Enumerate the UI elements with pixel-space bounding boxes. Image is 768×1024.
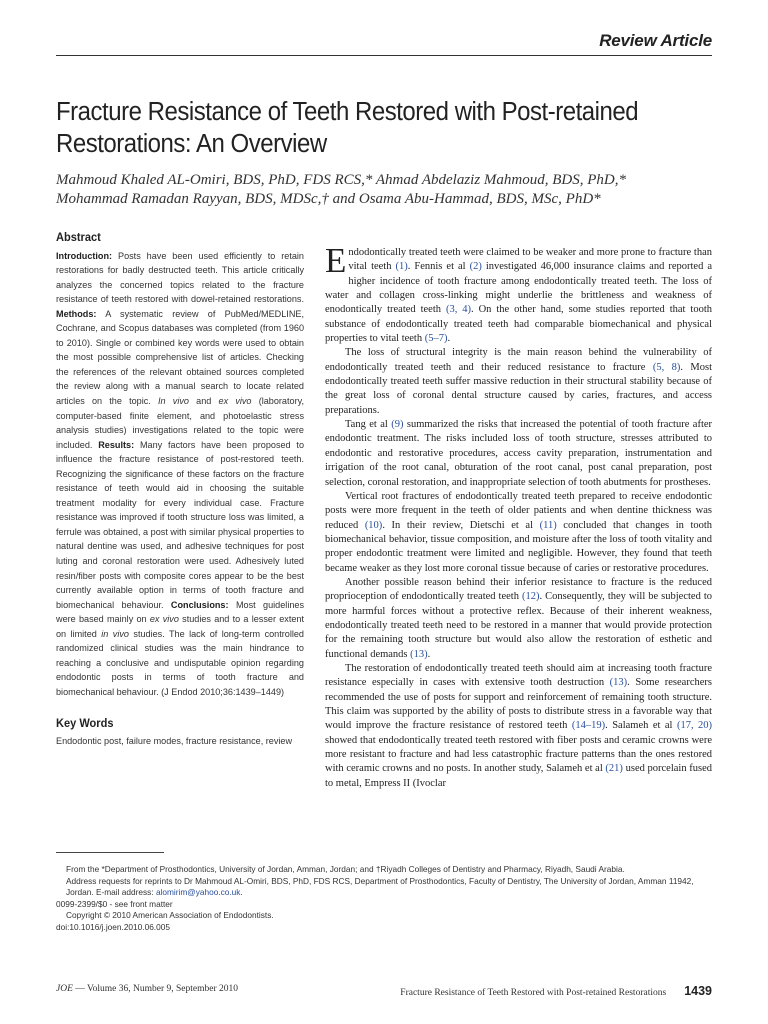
body-column — [325, 241, 713, 791]
body-paragraph — [325, 418, 712, 490]
drop-cap: E — [325, 241, 347, 280]
reference-link[interactable]: (9) — [391, 419, 404, 431]
body-text: showed that endodontically treated teeth restored with fiber posts and ceramic crowns were more resistant to fracture and had less catastrophic fracture patterns than the ones restored with ceramic crowns and no posts. In another study, Salameh et al — [325, 734, 712, 775]
abstract-intro: Posts have been used efficiently to retain restorations for badly destructed teeth. This article critically analyzes the concerned topics related to the fracture resistance of teeth restored with dowel-retained restorations. — [56, 250, 304, 305]
reference-link[interactable]: (5–7) — [424, 333, 448, 345]
email-link[interactable]: alomirim@yahoo.co.uk — [155, 887, 241, 898]
body-text: Vertical root fractures of endodontically treated teeth prepared to receive endodontic posts were more frequent in the teeth of older patients and when dentine thickness was reduced — [325, 490, 712, 531]
body-text: . Some researchers recommended the use of posts for support and reinforcement of remaining tooth structure. This claim was supported by the ability of posts to distribute stress in a favorable way that would improve the fracture resistance of restored teeth — [325, 677, 712, 732]
author-4: and Osama Abu-Hammad, BDS, MSc, PhD* — [332, 191, 601, 207]
abstract-in-vivo: In vivo — [158, 396, 189, 407]
body-paragraph — [325, 576, 712, 662]
body-text: . On the other hand, some studies reported that tooth substance of endodontically treated teeth had comparable biomechanical and physical properties to vital teeth — [325, 304, 713, 345]
abstract-column — [56, 230, 304, 749]
reference-link[interactable]: (12) — [521, 591, 540, 603]
abstract-methods-2: (laboratory, computer-based finite element, and photoelastic stress analysis studies) investigations related to the topic were included. — [56, 396, 305, 450]
body-text: The loss of structural integrity is the main reason behind the vulnerability of endodontically treated teeth and their reduced resistance to fracture — [325, 347, 712, 373]
body-text: concluded that changes in tooth biomechanical behavior, tissue composition, and moisture after the loss of tooth vitality and proper endodontic treatment were limited and negligible. However, they found that teeth became weaker as they lost more coronal tissue because of caries or restorative procedures. — [325, 519, 713, 574]
abstract-conclusions-3: studies. The lack of long-term controlled randomized clinical studies was the main hindrance to reaching a conclusive and undisputable opinion regarding endodontic posts in terms of tooth fracture and biomechanical behaviour. — [56, 628, 304, 697]
body-text: . Salameh et al — [605, 720, 673, 732]
reference-link[interactable]: (14–19) — [571, 720, 606, 732]
footnotes — [56, 864, 716, 934]
author-1: Mahmoud Khaled AL-Omiri, BDS, PhD, FDS RCS,* — [56, 172, 373, 188]
abstract-conclusions-in-vivo: in vivo — [101, 628, 129, 639]
body-text: Another possible reason behind their inferior resistance to fracture is the reduced proprioception of endodontically treated teeth — [325, 576, 712, 603]
body-text: summarized the risks that increased the potential of tooth fracture after endodontic treatment. The risks included loss of tooth structure, stresses attributed to endodontic and restorative procedures, access cavity preparation, instrumentation and irrigation of the root canal, obturation of the root canal, post canal preparation, post selection, coronal restoration, and inappropriate selection of tooth abutments for prostheses. — [325, 419, 713, 488]
copyright-note: Copyright © 2010 American Association of Endodontists. — [66, 910, 274, 921]
abstract-conclusions-ex-vivo: ex vivo — [149, 614, 179, 625]
reference-link[interactable]: (10) — [364, 519, 383, 531]
abstract-heading: Abstract — [56, 230, 101, 244]
abstract-conclusions-1: Most guidelines were based mainly on — [56, 599, 305, 625]
body-text: . — [427, 648, 431, 660]
reference-link[interactable]: (21) — [605, 763, 623, 775]
reference-link[interactable]: (13) — [410, 648, 428, 660]
reference-link[interactable]: (17, 20) — [676, 720, 713, 732]
affiliations-note: From the *Department of Prosthodontics, University of Jordan, Amman, Jordan; and †Riyadh Colleges of Dentistry and Pharmacy, Riyadh, Saudi Arabia. — [66, 864, 625, 874]
page-footer — [56, 984, 712, 998]
abstract-methods-label: Methods: — [56, 308, 97, 319]
body-text: used porcelain fused to metal, Empress II (Ivoclar — [325, 763, 713, 789]
body-text: Tang et al — [345, 419, 388, 431]
abstract-results: Many factors have been proposed to influence the fracture resistance of post-restored teeth. Recognizing the significance of these factors on the fracture resistance of teeth would aid in choosing the suitable treatment modality for every individual case. Fracture resistance was improved if tooth structure loss was limited, a ferrule was obtained, a post with similar physical properties to natural dentine was used, and adhesive techniques for post luting and coronal restoration were used. Adhesively luted resin/fiber posts with composite cores appear to be the best currently available option in terms of tooth fracture and biomechanical behaviour. — [56, 439, 305, 610]
reference-link[interactable]: (3, 4) — [445, 304, 472, 316]
reference-link[interactable]: (13) — [609, 677, 628, 689]
abstract-conclusions-2: studies and to a lesser extent on limited — [56, 614, 305, 639]
running-title: Fracture Resistance of Teeth Restored with Post-retained Restorations — [400, 988, 667, 998]
abstract-conclusions-label: Conclusions: — [170, 599, 229, 610]
keywords-text: Endodontic post, failure modes, fracture resistance, review — [56, 736, 293, 747]
abstract-intro-label: Introduction: — [56, 250, 113, 261]
body-text: . Most endodontically treated teeth suffer massive reduction in their structural stability because of the great loss of coronal dental structure caused by caries, fractures, and access preparations. — [325, 361, 712, 416]
journal-name: JOE — [56, 984, 73, 994]
abstract-results-label: Results: — [98, 439, 135, 450]
keywords-heading: Key Words — [56, 715, 114, 730]
issue-info: — Volume 36, Number 9, September 2010 — [72, 984, 238, 994]
body-text: . Fennis et al — [407, 261, 466, 273]
author-2: Ahmad Abdelaziz Mahmoud, BDS, PhD,* — [375, 172, 626, 188]
correspondence-address: Address requests for reprints to Dr Mahmoud AL-Omiri, BDS, PhD, FDS RCS, Department of Prosthodontics, Faculty of Dentistry, The University of Jordan, Amman 11942, Jordan. E-mail address: — [66, 875, 694, 898]
reference-link[interactable]: (2) — [469, 261, 482, 273]
issn-note: 0099-2399/$0 - see front matter — [56, 898, 173, 909]
body-paragraph — [325, 490, 712, 576]
journal-issue — [56, 984, 238, 994]
abstract-and: and — [196, 396, 212, 407]
article-title: Fracture Resistance of Teeth Restored with Post-retained Restorations: An Overview — [56, 98, 639, 158]
page-number: 1439 — [684, 984, 712, 998]
reference-link[interactable]: (1) — [395, 261, 408, 273]
reference-link[interactable]: (5, 8) — [652, 361, 681, 373]
body-text: . In their review, Dietschi et al — [382, 519, 534, 531]
body-paragraph — [325, 346, 712, 418]
body-paragraph — [325, 241, 713, 346]
body-text: ndodontically treated teeth were claimed to be weaker and more prone to fracture than vital teeth — [348, 247, 712, 273]
doi-note[interactable]: doi:10.1016/j.joen.2010.06.005 — [56, 921, 170, 932]
footnote-rule — [56, 852, 164, 853]
body-paragraph — [325, 662, 712, 791]
abstract-citation: (J Endod 2010;36:1439–1449) — [161, 686, 285, 697]
body-text: . — [447, 333, 451, 345]
footer-right — [400, 982, 712, 1000]
body-text: . Consequently, they will be subjected to more harmful forces without a protective reflex. Because of their inherent weakness, endodontically treated teeth need to be restored in a manner that would provide protection for the remaining tooth structure but would also allow the restoration of esthetic and functional demands — [325, 591, 712, 660]
abstract-text — [56, 249, 304, 700]
correspondence-end: . — [240, 887, 243, 898]
body-text: The restoration of endodontically treated teeth should aim at increasing tooth fracture resistance especially in cases with extensive tooth destruction — [325, 662, 712, 689]
correspondence-note — [56, 876, 716, 899]
abstract-ex-vivo: ex vivo — [218, 396, 252, 407]
body-text: investigated 46,000 insurance claims and reported a higher incidence of tooth fracture among endodontically treated teeth. The loss of water and collagen cross-linking might underlie the brittleness and weakness of enodontically treated teeth — [325, 261, 712, 316]
abstract-methods-1: A systematic review of PubMed/MEDLINE, Cochrane, and Scopus databases was completed (from 1960 to 2010). Single or combined key words were used to obtain the most possible comprehensive list of articles. Checking the references of the relevant obtained sources completed the review along with a manual search to locate related articles on the topic. — [56, 308, 304, 407]
reference-link[interactable]: (11) — [539, 519, 557, 531]
author-3: Mohammad Ramadan Rayyan, BDS, MDSc,† — [56, 191, 329, 207]
article-type-label: Review Article — [599, 31, 712, 50]
header-rule — [56, 55, 712, 56]
author-list — [56, 171, 726, 209]
